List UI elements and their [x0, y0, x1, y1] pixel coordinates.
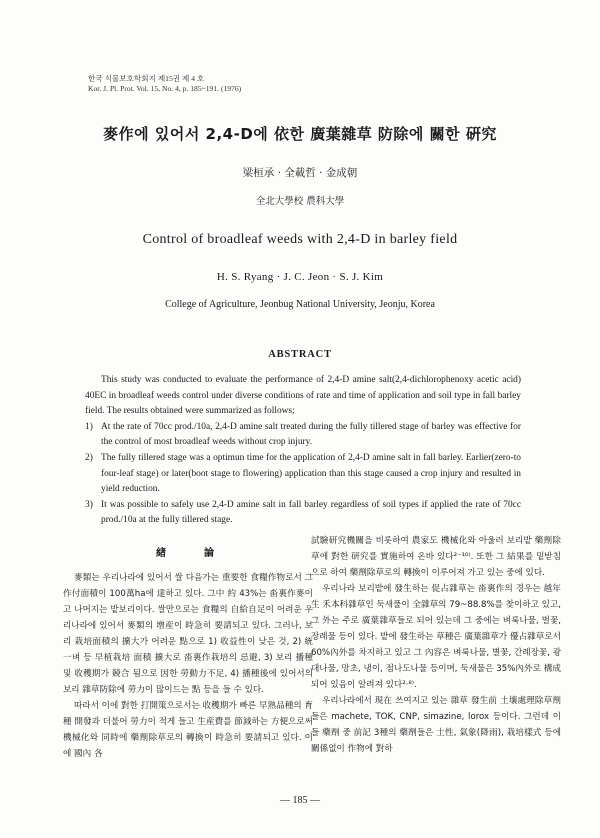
- result-text: The fully tillered stage was a optimun time for the application of 2,4-D amine salt in fall barley. Earlier(zero-to four-leaf stage) or later(boot stage to flowering) application than this stage caused a crop injury and resulted in yield reduction.: [101, 452, 521, 495]
- body-column-right: [311, 533, 561, 757]
- abstract-result-item: [85, 420, 521, 451]
- body-paragraph: 試驗研究機關을 비롯하여 農家도 機械化와 아울러 보리밭 藥劑除草에 對한 研究를 實施하여 온바 있다²⁻¹⁰⁾. 또한 그 結果를 밑받침으로 하여 藥劑除草로의 轉換이 이루어져 가고 있는 중에 있다.: [311, 536, 561, 578]
- korean-affiliation: 全北大學校 農科大學: [255, 196, 345, 207]
- result-text: It was possible to safely use 2,4-D amine salt in fall barley regardless of soil types if applied the rate of 70cc prod./10a at the fully tillered stage.: [101, 499, 521, 526]
- body-paragraph: 麥類는 우리나라에 있어서 쌀 다음가는 重要한 食糧作物로서 그 作付面積이 100萬ha에 達하고 있다. 그中 約 43%는 畓裏作麥이고 나머지는 밭보리이다. 쌀만으로는 食糧의 自給自足이 어려운 우리나라에 있어서 麥類의 增産이 時急히 要請되고 있다. 그러나, 보리 栽培面積의 擴大가 어려운 點으로 1) 收益性이 낮은 것, 2) 統一벼 등 早植栽培 面積 擴大로 畓裏作栽培의 忌避, 3) 보리 播種 및 收穫期가 競合 됨으로 因한 勞動力不足, 4) 播種後에 있어서의 보리 雜草防除에 勞力이 많이드는 點 등을 들 수 있다.: [63, 573, 313, 695]
- english-title: Control of broadleaf weeds with 2,4-D in barley field: [142, 232, 458, 247]
- result-number: 2): [85, 452, 93, 463]
- abstract-result-item: [85, 498, 521, 529]
- abstract-intro: This study was conducted to evaluate the performance of 2,4-D amine salt(2,4-dichlorophenoxy acetic acid) 40EC in broadleaf weeds control under diverse conditions of rate and time of application and soil type in fall barley field. The results obtained were summarized as follows;: [85, 375, 521, 417]
- body-paragraph: 우리나라에서 現在 쓰여지고 있는 雜草 發生前 土壤處理除草劑들은 machete, TOK, CNP, simazine, lorox 등이다. 그런데 이들 藥劑 중 前記 3種의 藥劑들은 土性, 氣象(降雨), 栽培樣式 등에 關係없이 作物에 對하: [311, 696, 561, 754]
- result-number: 1): [85, 421, 93, 432]
- body-column-left: [63, 570, 313, 762]
- result-text: At the rate of 70cc prod./10a, 2,4-D amine salt treated during the fully tillered stage of barley was effective for the control of most broadleaf weeds without crop injury.: [101, 421, 521, 448]
- page-number: — 185 —: [280, 795, 320, 806]
- body-paragraph: 우리나라 보리밭에 發生하는 促占雜草는 畓裏作의 경우는 越年生 禾本科雜草인 둑새풀이 全雜草의 79~88.8%를 찾이하고 있고, 그 外는 주로 廣葉雜草들로 되어 있는데 그 중에는 벼룩나물, 벌꽃, 장례물 등이 있다. 밭에 發生하는 草種은 廣葉雜草가 優占雜草로서 60%內外를 차지하고 있고 그 內容은 벼룩나물, 별꽃, 간례장꽃, 광대나물, 망초, 냉이, 점나도나물 등이며, 둑새물은 35%內外로 構成되어 있음이 알려져 있다²·⁸⁾.: [311, 584, 561, 690]
- result-number: 3): [85, 499, 93, 510]
- abstract-result-item: [85, 451, 521, 498]
- introduction-heading: 緖 論: [156, 548, 220, 559]
- korean-authors: 梁桓承 · 全載哲 · 金成朝: [242, 167, 358, 179]
- journal-reference: Kor. J. Pl. Prot. Vol. 15, No. 4, p. 185~191. (1976): [88, 84, 242, 93]
- abstract-results-list: [85, 420, 521, 529]
- korean-title: 麥作에 있어서 2,4-D에 依한 廣葉雜草 防除에 關한 硏究: [103, 125, 497, 143]
- english-authors: H. S. Ryang · J. C. Jeon · S. J. Kim: [216, 271, 384, 283]
- journal-name-korean: 한국 식물보호학회지 제15권 제 4 호: [88, 74, 205, 83]
- abstract-heading: ABSTRACT: [268, 349, 332, 360]
- english-affiliation: College of Agriculture, Jeonbug National University, Jeonju, Korea: [165, 299, 435, 310]
- journal-citation: [88, 74, 241, 94]
- body-paragraph: 따라서 이에 對한 打開策으로서는 收穫期가 빠른 早熟品種의 育種 開發과 더불어 勞力이 적게 들고 生産費를 節減하는 方便으로써 機械化와 同時에 藥劑除草로의 轉換이 時急히 要請되고 있다. 이에 國內 各: [63, 701, 313, 759]
- abstract-body: [85, 373, 521, 529]
